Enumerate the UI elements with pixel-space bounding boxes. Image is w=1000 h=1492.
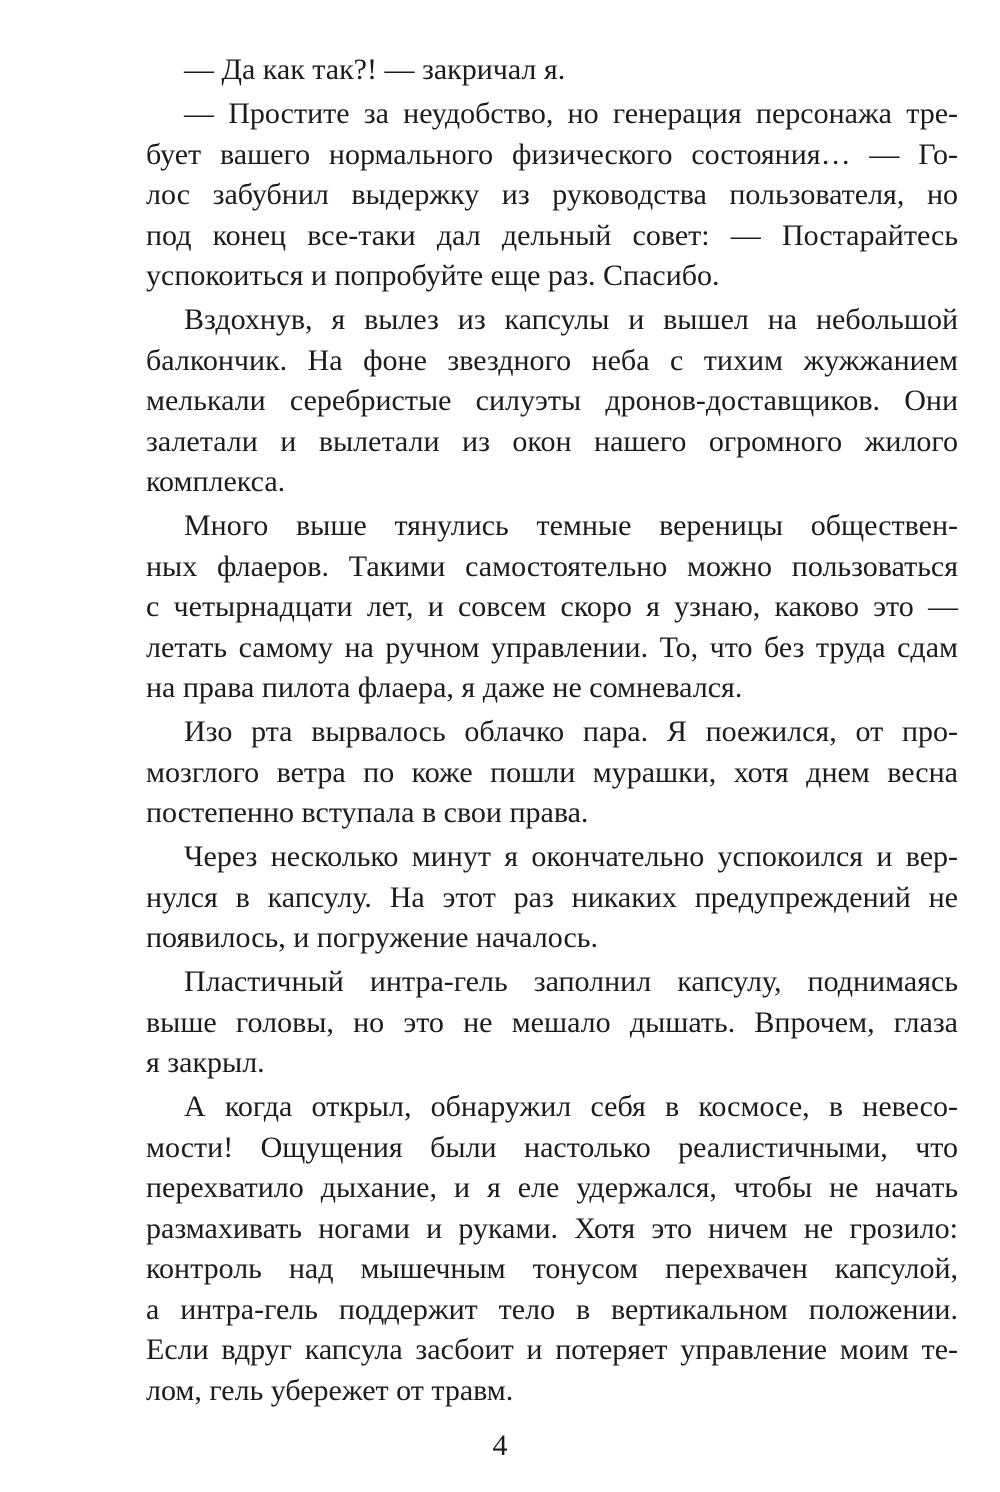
text-line: с четырнадцати лет, и совсем скоро я узнаю, каково это — bbox=[146, 590, 958, 623]
text-line: размахивать ногами и руками. Хотя это ничем не грозило: bbox=[146, 1211, 958, 1245]
page-number: 4 bbox=[492, 1429, 508, 1462]
text-line: а интра-гель поддержит тело в вертикальном положении. bbox=[146, 1292, 958, 1326]
text-line: я закрыл. bbox=[146, 1046, 265, 1079]
text-line: бует вашего нормального физического состояния… — Го- bbox=[146, 137, 958, 171]
text-line: мозглого ветра по коже пошли мурашки, хотя днем весна bbox=[146, 755, 958, 789]
paragraph bbox=[146, 837, 958, 959]
text-line: Пластичный интра-гель заполнил капсулу, поднимаясь bbox=[184, 965, 958, 998]
text-line: комплекса. bbox=[146, 465, 286, 498]
text-line: под конец все-таки дал дельный совет: — Постарайтесь bbox=[146, 218, 958, 252]
paragraph bbox=[146, 50, 958, 91]
text-line: ных флаеров. Такими самостоятельно можно пользоваться bbox=[146, 549, 958, 583]
paragraph bbox=[146, 94, 958, 297]
paragraph bbox=[146, 1087, 958, 1411]
text-line: Если вдруг капсула засбоит и потеряет управление моим те- bbox=[146, 1333, 958, 1366]
text-line: залетали и вылетали из окон нашего огромного жилого bbox=[146, 424, 958, 458]
text-line: — Да как так?! — закричал я. bbox=[184, 53, 566, 86]
text-line: Через несколько минут я окончательно успокоился и вер- bbox=[184, 840, 958, 873]
text-line: мости! Ощущения были настолько реалистичными, что bbox=[146, 1130, 958, 1164]
paragraph bbox=[146, 712, 958, 834]
text-line: балкончик. На фоне звездного неба с тихим жужжанием bbox=[146, 343, 958, 377]
text-line: лом, гель убережет от травм. bbox=[146, 1373, 514, 1407]
text-line: появилось, и погружение началось. bbox=[146, 921, 598, 954]
paragraph bbox=[146, 300, 958, 503]
text-line: постепенно вступала в свои права. bbox=[146, 796, 589, 829]
text-line: Вздохнув, я вылез из капсулы и вышел на небольшой bbox=[184, 303, 958, 336]
text-line: — Простите за неудобство, но генерация персонажа тре- bbox=[184, 97, 958, 130]
text-line: лос забубнил выдержку из руководства пользователя, но bbox=[146, 178, 958, 211]
text-line: выше головы, но это не мешало дышать. Впрочем, глаза bbox=[146, 1005, 958, 1039]
text-line: мелькали серебристые силуэты дронов-доставщиков. Они bbox=[146, 384, 958, 417]
text-line: на права пилота флаера, я даже не сомневался. bbox=[146, 671, 743, 704]
paragraph bbox=[146, 962, 958, 1084]
text-line: перехватило дыхание, и я еле удержался, чтобы не начать bbox=[146, 1171, 958, 1204]
text-line: летать самому на ручном управлении. То, что без труда сдам bbox=[146, 630, 958, 664]
text-block bbox=[146, 50, 958, 1415]
text-line: нулся в капсулу. На этот раз никаких предупреждений не bbox=[146, 880, 958, 914]
text-line: А когда открыл, обнаружил себя в космосе, в невесо- bbox=[184, 1090, 958, 1123]
text-line: Изо рта вырвалось облачко пара. Я поежился, от про- bbox=[184, 715, 958, 748]
paragraph bbox=[146, 506, 958, 709]
text-line: контроль над мышечным тонусом перехвачен капсулой, bbox=[146, 1252, 958, 1285]
text-line: успокоиться и попробуйте еще раз. Спасибо. bbox=[146, 259, 720, 292]
text-line: Много выше тянулись темные вереницы обществен- bbox=[184, 509, 958, 542]
